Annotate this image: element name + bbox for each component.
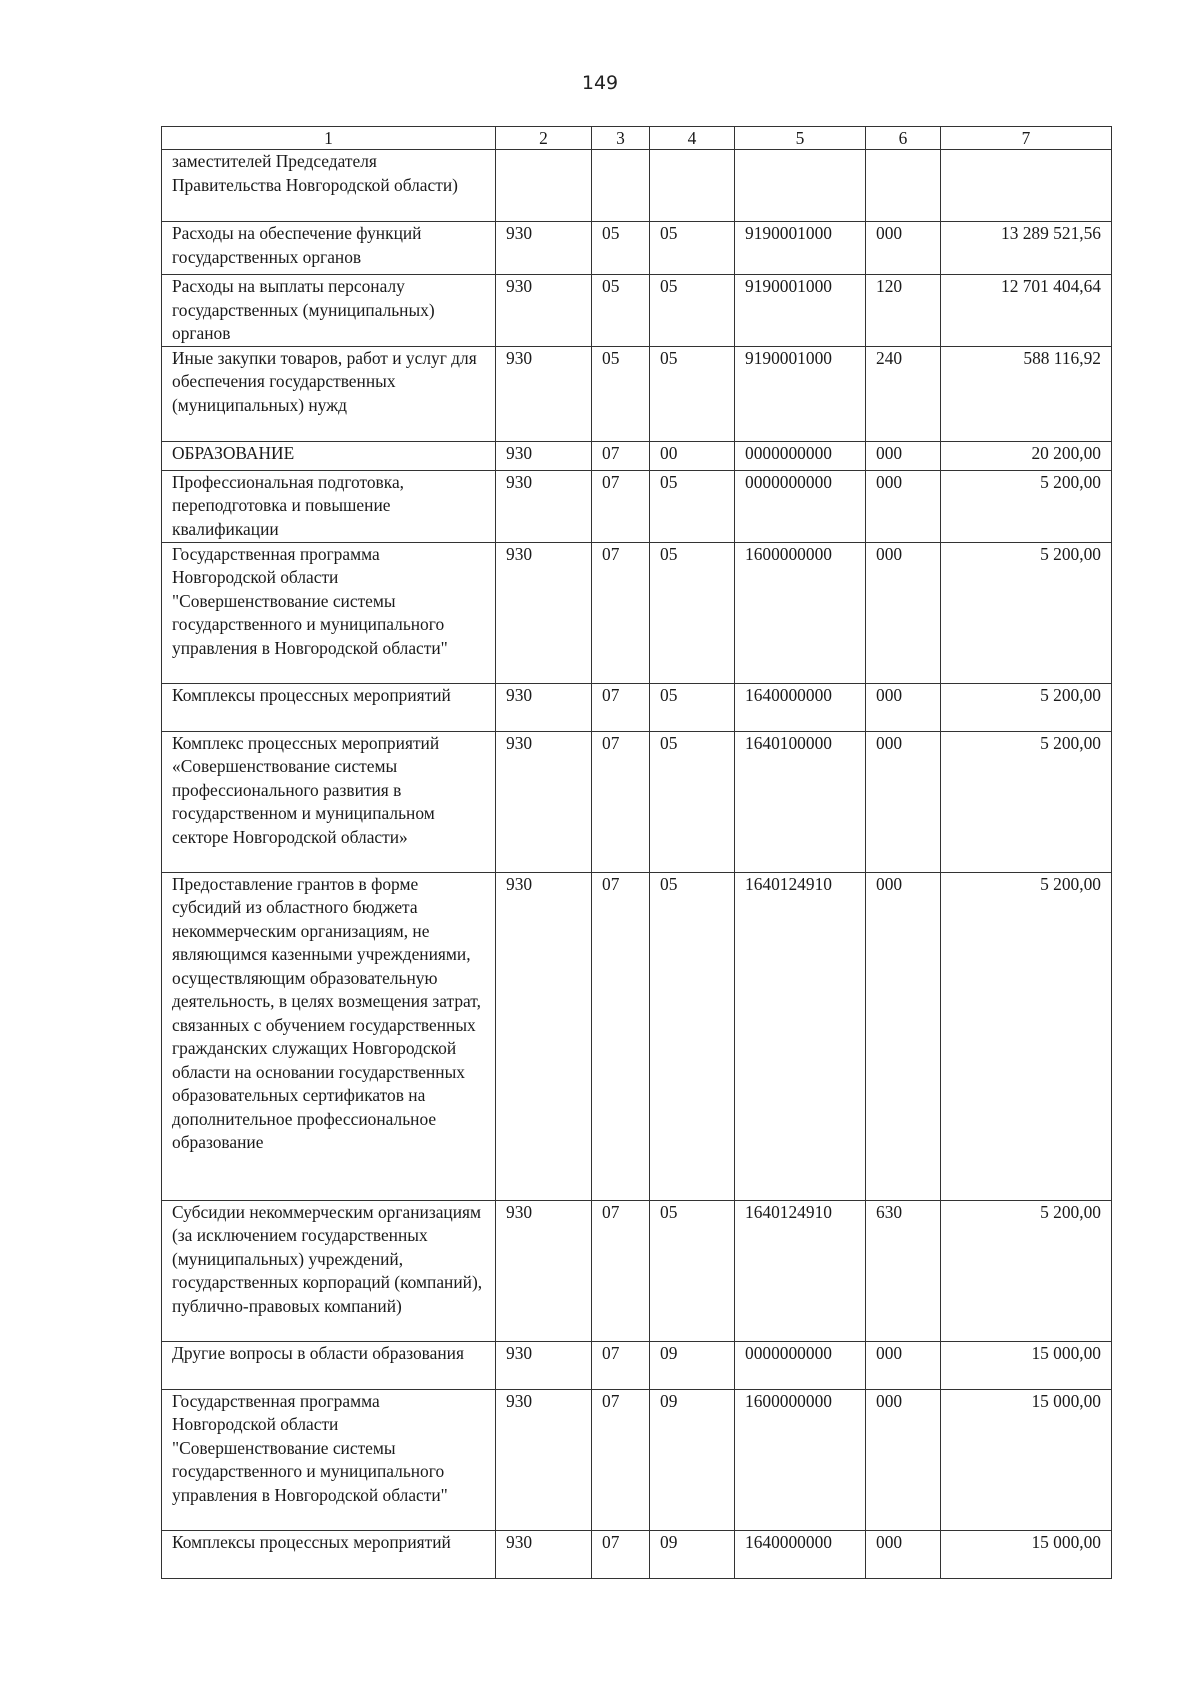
header-col-5: 5: [735, 127, 866, 150]
row-col-6: 000: [866, 542, 941, 683]
row-col-2: 930: [496, 1530, 592, 1578]
table-row: [162, 346, 1112, 441]
row-name: Предоставление грантов в форме субсидий из областного бюджета некоммерческим организациям, не являющимся казенными учреждениями, осуществляющим образовательную деятельность, в целях возмещения затрат, связанных с обучением государственных гражданских служащих Новгородской области на основании государственных образовательных сертификатов на дополнительное профессиональное образование: [162, 872, 496, 1200]
row-col-2: 930: [496, 275, 592, 347]
row-col-4: 05: [650, 470, 735, 542]
row-col-5: 0000000000: [735, 441, 866, 470]
row-col-6: 000: [866, 1389, 941, 1530]
row-col-3: 07: [592, 470, 650, 542]
row-col-4: 05: [650, 542, 735, 683]
row-col-4: 05: [650, 275, 735, 347]
table-row: [162, 1389, 1112, 1530]
row-col-7: 5 200,00: [941, 542, 1112, 683]
table-row: [162, 470, 1112, 542]
row-col-2: 930: [496, 1341, 592, 1389]
row-name: ОБРАЗОВАНИЕ: [162, 441, 496, 470]
table-row: [162, 872, 1112, 1200]
row-col-7: 5 200,00: [941, 470, 1112, 542]
row-col-7: 5 200,00: [941, 683, 1112, 731]
row-col-3: 07: [592, 542, 650, 683]
row-col-6: 000: [866, 1530, 941, 1578]
row-col-7: [941, 150, 1112, 222]
row-col-4: 00: [650, 441, 735, 470]
row-col-4: 05: [650, 222, 735, 275]
row-col-3: 05: [592, 346, 650, 441]
row-col-2: 930: [496, 1200, 592, 1341]
row-name: Комплексы процессных мероприятий: [162, 1530, 496, 1578]
row-col-6: 000: [866, 731, 941, 872]
row-col-6: 630: [866, 1200, 941, 1341]
row-col-2: 930: [496, 1389, 592, 1530]
row-col-3: 07: [592, 1200, 650, 1341]
row-col-2: 930: [496, 872, 592, 1200]
row-col-3: 05: [592, 275, 650, 347]
row-col-2: 930: [496, 222, 592, 275]
row-col-2: 930: [496, 731, 592, 872]
row-name: Иные закупки товаров, работ и услуг для обеспечения государственных (муниципальных) нужд: [162, 346, 496, 441]
row-col-5: 1640100000: [735, 731, 866, 872]
row-col-3: [592, 150, 650, 222]
table-row: [162, 542, 1112, 683]
row-col-7: 5 200,00: [941, 872, 1112, 1200]
table-row: [162, 150, 1112, 222]
row-col-5: 1600000000: [735, 542, 866, 683]
row-col-3: 07: [592, 1341, 650, 1389]
row-col-3: 07: [592, 872, 650, 1200]
row-col-2: 930: [496, 346, 592, 441]
row-col-2: 930: [496, 683, 592, 731]
row-col-3: 07: [592, 683, 650, 731]
header-col-6: 6: [866, 127, 941, 150]
row-col-5: 1640000000: [735, 683, 866, 731]
row-col-4: 05: [650, 346, 735, 441]
row-col-2: 930: [496, 470, 592, 542]
table-row: [162, 441, 1112, 470]
row-col-6: [866, 150, 941, 222]
table-row: [162, 683, 1112, 731]
row-col-6: 000: [866, 683, 941, 731]
row-col-3: 07: [592, 731, 650, 872]
header-col-1: 1: [162, 127, 496, 150]
row-col-6: 240: [866, 346, 941, 441]
row-col-7: 588 116,92: [941, 346, 1112, 441]
row-col-5: 9190001000: [735, 222, 866, 275]
row-col-6: 000: [866, 222, 941, 275]
row-name: Субсидии некоммерческим организациям (за исключением государственных (муниципальных) учреждений, государственных корпораций (компаний), публично-правовых компаний): [162, 1200, 496, 1341]
table-row: [162, 1341, 1112, 1389]
budget-table: [161, 126, 1112, 1579]
row-col-3: 05: [592, 222, 650, 275]
table-row: [162, 275, 1112, 347]
row-col-4: 09: [650, 1389, 735, 1530]
row-col-7: 5 200,00: [941, 731, 1112, 872]
header-col-3: 3: [592, 127, 650, 150]
row-name: Комплекс процессных мероприятий «Совершенствование системы профессионального развития в государственном и муниципальном секторе Новгородской области»: [162, 731, 496, 872]
row-col-4: 05: [650, 872, 735, 1200]
row-col-7: 5 200,00: [941, 1200, 1112, 1341]
row-col-5: 9190001000: [735, 346, 866, 441]
row-name: Расходы на выплаты персоналу государственных (муниципальных) органов: [162, 275, 496, 347]
row-col-6: 120: [866, 275, 941, 347]
row-col-7: 12 701 404,64: [941, 275, 1112, 347]
row-col-4: 05: [650, 1200, 735, 1341]
row-col-4: 09: [650, 1341, 735, 1389]
row-col-7: 20 200,00: [941, 441, 1112, 470]
header-row: [162, 127, 1112, 150]
table-row: [162, 731, 1112, 872]
row-col-5: 1640124910: [735, 1200, 866, 1341]
row-col-7: 15 000,00: [941, 1389, 1112, 1530]
row-name: Комплексы процессных мероприятий: [162, 683, 496, 731]
row-name: Другие вопросы в области образования: [162, 1341, 496, 1389]
row-col-3: 07: [592, 1389, 650, 1530]
row-col-6: 000: [866, 1341, 941, 1389]
row-col-7: 13 289 521,56: [941, 222, 1112, 275]
row-name: заместителей Председателя Правительства Новгородской области): [162, 150, 496, 222]
row-col-5: 0000000000: [735, 1341, 866, 1389]
table-row: [162, 222, 1112, 275]
row-col-4: 05: [650, 683, 735, 731]
row-col-3: 07: [592, 441, 650, 470]
row-col-5: [735, 150, 866, 222]
header-col-4: 4: [650, 127, 735, 150]
row-col-2: [496, 150, 592, 222]
row-col-7: 15 000,00: [941, 1530, 1112, 1578]
row-col-5: 1600000000: [735, 1389, 866, 1530]
page-number: 149: [581, 72, 619, 94]
header-col-2: 2: [496, 127, 592, 150]
row-col-2: 930: [496, 441, 592, 470]
row-name: Расходы на обеспечение функций государственных органов: [162, 222, 496, 275]
row-col-5: 1640124910: [735, 872, 866, 1200]
row-col-4: 05: [650, 731, 735, 872]
header-col-7: 7: [941, 127, 1112, 150]
row-col-4: 09: [650, 1530, 735, 1578]
row-col-5: 0000000000: [735, 470, 866, 542]
row-name: Профессиональная подготовка, переподготовка и повышение квалификации: [162, 470, 496, 542]
row-name: Государственная программа Новгородской области "Совершенствование системы государственного и муниципального управления в Новгородской области": [162, 1389, 496, 1530]
row-col-6: 000: [866, 470, 941, 542]
table-row: [162, 1530, 1112, 1578]
row-col-5: 9190001000: [735, 275, 866, 347]
row-col-6: 000: [866, 872, 941, 1200]
row-name: Государственная программа Новгородской области "Совершенствование системы государственного и муниципального управления в Новгородской области": [162, 542, 496, 683]
table-row: [162, 1200, 1112, 1341]
row-col-6: 000: [866, 441, 941, 470]
row-col-5: 1640000000: [735, 1530, 866, 1578]
row-col-2: 930: [496, 542, 592, 683]
row-col-3: 07: [592, 1530, 650, 1578]
row-col-4: [650, 150, 735, 222]
row-col-7: 15 000,00: [941, 1341, 1112, 1389]
